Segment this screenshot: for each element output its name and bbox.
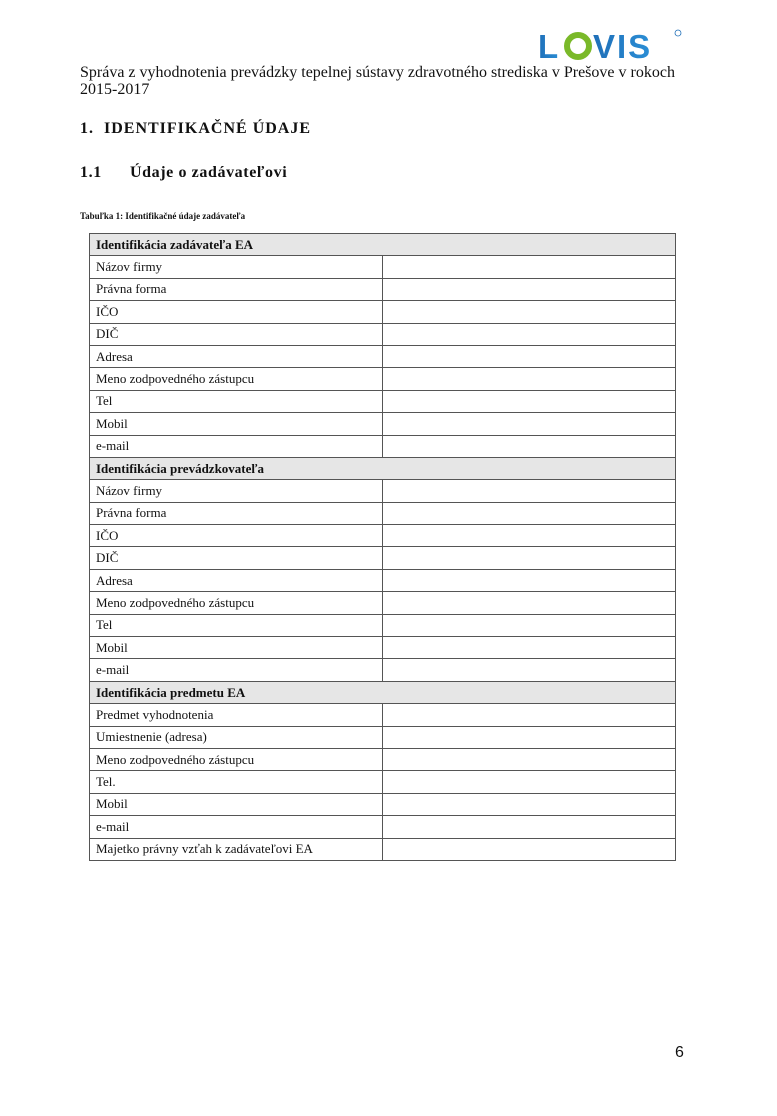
table-row — [90, 301, 676, 323]
table-row — [90, 547, 676, 569]
table-row — [90, 614, 676, 636]
table-section-row — [90, 681, 676, 703]
table-caption: Tabuľka 1: Identifikačné údaje zadávateľa — [80, 211, 246, 221]
table-row — [90, 637, 676, 659]
field-value — [383, 368, 676, 390]
field-value — [383, 256, 676, 278]
field-label: Adresa — [90, 345, 383, 367]
field-label: e-mail — [90, 659, 383, 681]
field-value — [383, 748, 676, 770]
table-section-row — [90, 234, 676, 256]
table-row — [90, 659, 676, 681]
field-value — [383, 502, 676, 524]
field-value — [383, 525, 676, 547]
table-row — [90, 256, 676, 278]
field-value — [383, 569, 676, 591]
field-label: Mobil — [90, 413, 383, 435]
table-row — [90, 323, 676, 345]
table-row — [90, 793, 676, 815]
field-value — [383, 637, 676, 659]
field-value — [383, 614, 676, 636]
table-row — [90, 704, 676, 726]
table-row — [90, 569, 676, 591]
field-value — [383, 323, 676, 345]
field-value — [383, 390, 676, 412]
field-value — [383, 771, 676, 793]
field-label: Tel — [90, 390, 383, 412]
page-number: 6 — [675, 1044, 684, 1061]
field-label: Mobil — [90, 793, 383, 815]
field-label: Tel. — [90, 771, 383, 793]
field-value — [383, 435, 676, 457]
field-value — [383, 345, 676, 367]
field-label: Meno zodpovedného zástupcu — [90, 592, 383, 614]
table-row — [90, 345, 676, 367]
field-label: Predmet vyhodnotenia — [90, 704, 383, 726]
table-row — [90, 435, 676, 457]
report-title: Správa z vyhodnotenia prevádzky tepelnej sústavy zdravotného strediska v Prešove v rokoch 2015-2017 — [80, 64, 675, 98]
field-value — [383, 704, 676, 726]
lovis-logo — [538, 28, 683, 66]
field-label: Meno zodpovedného zástupcu — [90, 748, 383, 770]
table-row — [90, 480, 676, 502]
svg-text:L: L — [538, 28, 561, 65]
field-label: e-mail — [90, 816, 383, 838]
field-label: e-mail — [90, 435, 383, 457]
field-label: IČO — [90, 525, 383, 547]
table-section-row — [90, 457, 676, 479]
field-label: Názov firmy — [90, 256, 383, 278]
field-value — [383, 726, 676, 748]
table-row — [90, 838, 676, 860]
field-label: DIČ — [90, 323, 383, 345]
field-value — [383, 547, 676, 569]
table-row — [90, 816, 676, 838]
table-row — [90, 726, 676, 748]
table-row — [90, 413, 676, 435]
field-label: Majetko právny vzťah k zadávateľovi EA — [90, 838, 383, 860]
field-value — [383, 278, 676, 300]
field-label: DIČ — [90, 547, 383, 569]
field-label: Meno zodpovedného zástupcu — [90, 368, 383, 390]
section-heading-1: 1. IDENTIFIKAČNÉ ÚDAJE — [80, 120, 312, 137]
field-label: Právna forma — [90, 278, 383, 300]
field-label: Mobil — [90, 637, 383, 659]
field-value — [383, 659, 676, 681]
field-label: Názov firmy — [90, 480, 383, 502]
identification-table — [89, 233, 676, 861]
table-row — [90, 525, 676, 547]
table-row — [90, 748, 676, 770]
field-label: Právna forma — [90, 502, 383, 524]
field-value — [383, 480, 676, 502]
field-value — [383, 592, 676, 614]
table-row — [90, 771, 676, 793]
table-section-heading: Identifikácia zadávateľa EA — [90, 234, 676, 256]
table-row — [90, 502, 676, 524]
table-row — [90, 592, 676, 614]
field-label: Umiestnenie (adresa) — [90, 726, 383, 748]
table-row — [90, 368, 676, 390]
field-label: IČO — [90, 301, 383, 323]
field-label: Adresa — [90, 569, 383, 591]
section-heading-1-1: 1.1 Údaje o zadávateľovi — [80, 164, 288, 181]
field-value — [383, 301, 676, 323]
field-value — [383, 838, 676, 860]
field-value — [383, 413, 676, 435]
table-section-heading: Identifikácia predmetu EA — [90, 681, 676, 703]
svg-text:VIS: VIS — [593, 28, 653, 65]
field-label: Tel — [90, 614, 383, 636]
table-row — [90, 278, 676, 300]
field-value — [383, 793, 676, 815]
table-section-heading: Identifikácia prevádzkovateľa — [90, 457, 676, 479]
table-row — [90, 390, 676, 412]
field-value — [383, 816, 676, 838]
